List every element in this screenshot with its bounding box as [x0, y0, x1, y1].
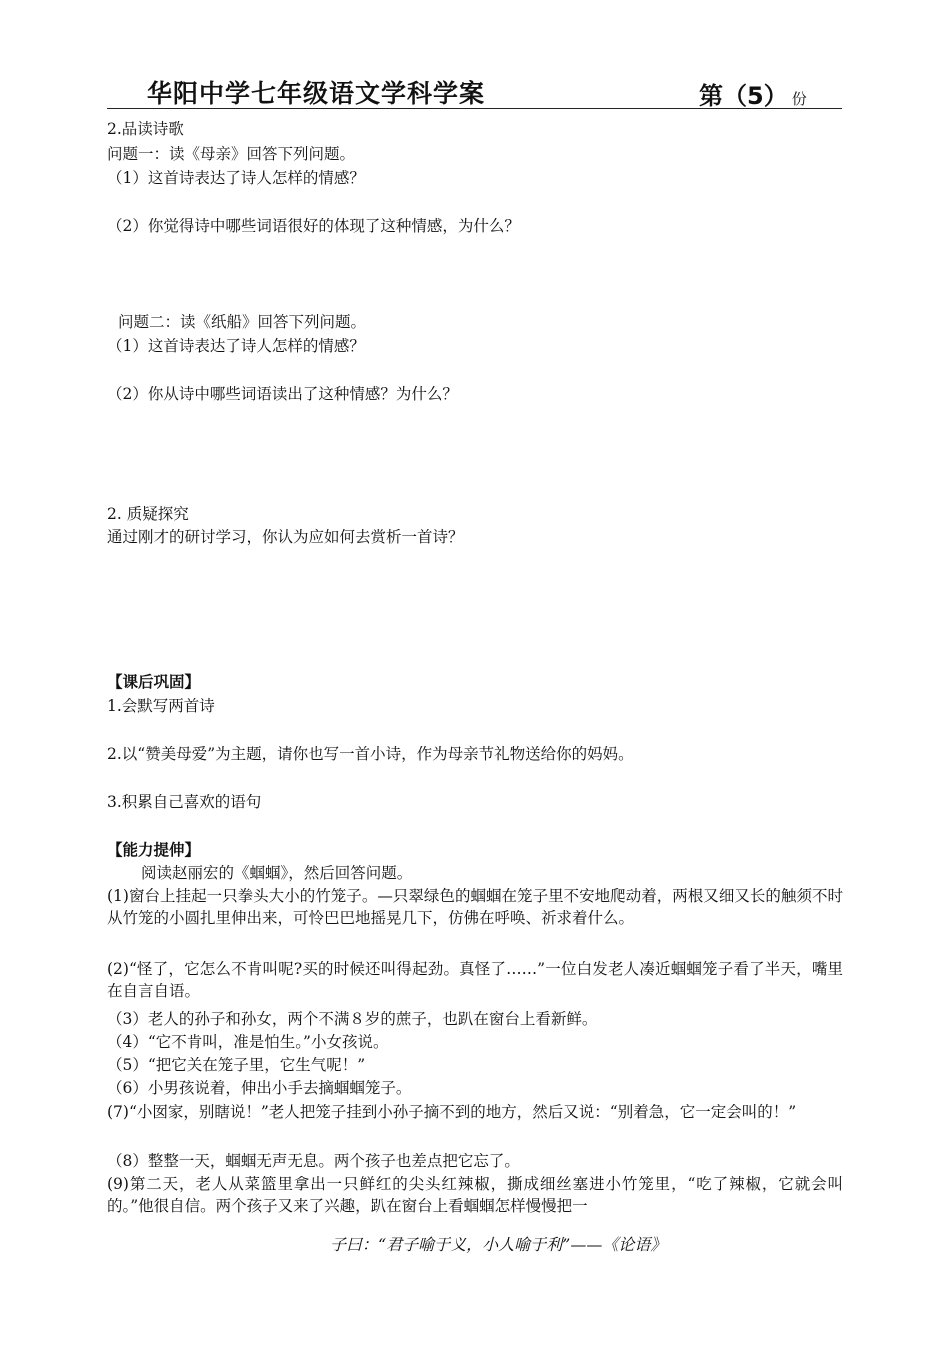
- question1-part1: （1）这首诗表达了诗人怎样的情感？: [107, 169, 365, 187]
- question1-part2: （2）你觉得诗中哪些词语很好的体现了这种情感，为什么？: [107, 217, 520, 235]
- passage-paragraph-1: (1)窗台上挂起一只拳头大小的竹笼子。—只翠绿色的蝈蝈在笼子里不安地爬动着，两根又细又长的触须不时从竹笼的小圆扎里伸出来，可怜巴巴地摇晃几下，仿佛在呼唤、祈求着什么。: [107, 887, 843, 927]
- section-heading-inquiry: 2. 质疑探究: [107, 505, 189, 523]
- inquiry-question: 通过刚才的研讨学习，你认为应如何去赏析一首诗？: [107, 528, 464, 546]
- consolidate-item-2: 2.以“赞美母爱”为主题，请你也写一首小诗，作为母亲节礼物送给你的妈妈。: [107, 745, 634, 763]
- passage-paragraph-4: （4）“它不肯叫，准是怕生。”小女孩说。: [107, 1033, 389, 1051]
- passage-paragraph-3: （3）老人的孙子和孙女，两个不满８岁的蔗子，也趴在窗台上看新鲜。: [107, 1010, 598, 1028]
- consolidate-item-1: 1.会默写两首诗: [107, 697, 215, 715]
- section-heading-extend: 【能力提伸】: [107, 841, 201, 859]
- question1-intro: 问题一：读《母亲》回答下列问题。: [107, 145, 356, 163]
- passage-paragraph-8: （8）整整一天，蝈蝈无声无息。两个孩子也差点把它忘了。: [107, 1152, 520, 1170]
- passage-paragraph-5: （5）“把它关在笼子里，它生气呢！”: [107, 1056, 366, 1074]
- issue-number: [699, 76, 807, 111]
- school-title: 华阳中学七年级语文学科学案: [147, 79, 486, 108]
- section-heading-consolidate: 【课后巩固】: [107, 673, 201, 691]
- page-header: [107, 70, 842, 109]
- consolidate-item-3: 3.积累自己喜欢的语句: [107, 793, 262, 811]
- issue-label: 第（5）: [699, 82, 788, 110]
- passage-paragraph-2: (2)“怪了，它怎么不肯叫呢?买的时候还叫得起劲。真怪了……”一位白发老人凑近蝈蝈笼子看了半天，嘴里在自言自语。: [107, 960, 843, 1000]
- reading-intro: 阅读赵丽宏的《蝈蝈》，然后回答问题。: [141, 864, 413, 882]
- question2-part2: （2）你从诗中哪些词语读出了这种情感？为什么？: [107, 385, 458, 403]
- footer-quote: 子曰：“君子喻于义，小人喻于利”——《论语》: [330, 1235, 667, 1254]
- passage-paragraph-9: (9)第二天，老人从菜篮里拿出一只鲜红的尖头红辣椒，撕成细丝塞进小竹笼里，“吃了辣椒，它就会叫的。”他很自信。两个孩子又来了兴趣，趴在窗台上看蝈蝈怎样慢慢把一: [107, 1175, 843, 1215]
- question2-part1: （1）这首诗表达了诗人怎样的情感？: [107, 337, 365, 355]
- passage-paragraph-7: (7)“小囡家，别瞎说！”老人把笼子挂到小孙子摘不到的地方，然后又说：“别着急，它一定会叫的！”: [107, 1103, 797, 1121]
- issue-suffix: 份: [791, 90, 807, 108]
- passage-paragraph-6: （6）小男孩说着，伸出小手去摘蝈蝈笼子。: [107, 1079, 412, 1097]
- section-heading-read: 2.品读诗歌: [107, 120, 184, 138]
- question2-intro: 问题二：读《纸船》回答下列问题。: [118, 313, 367, 331]
